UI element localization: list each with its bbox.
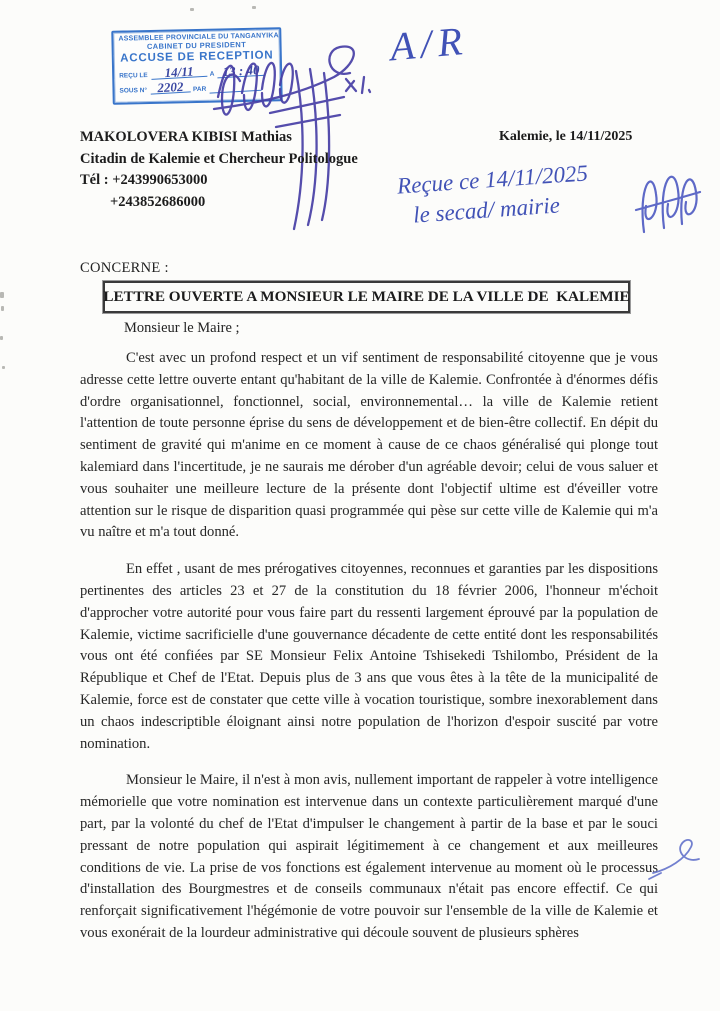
paragraph-3: Monsieur le Maire, il n'est à mon avis, nullement important de rappeler à votre intelligence mémorielle que votre nomination est intervenue dans un contexte particulièrement marqué d'une part, par la volonté du chef de l'Etat d'impulser le changement à partir de la base et par le souci pressant de notre population qui aspirait légitimement à ce changement et aux meilleures conditions de vie. La prise de vos fonctions est également intervenue au moment où le processus d'installation des Bourgmestres et de conseils communaux n'était pas encore effectif. Ce qui renforçait significativement l'hégémonie de votre pouvoir sur l'ensemble de la ville de Kalemie et vous exonérait de la lourdeur administrative qui découle souvent de plusieurs sphères: [80, 772, 658, 941]
stamp-received-label: REÇU LE: [119, 72, 148, 80]
received-note-signature-icon: [630, 158, 705, 243]
sender-block: [80, 127, 358, 213]
stamp-number-row: [119, 80, 275, 94]
stamp-received-date-handwritten: 14/11: [150, 66, 207, 80]
stamp-org-line: ASSEMBLEE PROVINCIALE DU TANGANYIKA: [118, 32, 279, 43]
stamp-number-handwritten: 2202: [150, 81, 191, 94]
scan-speck: [0, 336, 3, 340]
ar-handwritten-annotation: A/R: [388, 17, 470, 70]
stamp-by-label: PAR: [192, 85, 207, 94]
stamp-number-label: SOUS N°: [119, 87, 148, 95]
sender-phone-2: +243852686000: [110, 193, 206, 210]
concerne-label: CONCERNE :: [80, 260, 169, 276]
paragraph-1: C'est avec un profond respect et un vif sentiment de responsabilité citoyenne que je vous adresse cette lettre ouverte entant qu'habitant de la ville de Kalemie. Confrontée à d'énormes défis d'ordre organisationnel, fonctionnel, social, environnemental… la ville de Kalemie retient l'attention de toute personne éprise du sens de développement et de bien-être collectif. En dépit du sentiment de gravité qui m'anime en ce moment à cause de ce chaos généralisé qui plonge tout kalemiard dans l'incertitude, je ne saurais me dérober d'un agréable devoir; celui de vous saluer et vous souhaiter une meilleure lecture de la présente dont l'objectif ultime est d'éveiller votre attention sur le risque de disparition quasi programmée qui pèse sur cette ville de Kalemie qui m'a vu naître et m'a tout donné.: [80, 350, 658, 541]
salutation: Monsieur le Maire ;: [124, 320, 240, 336]
scan-speck: [1, 306, 4, 311]
stamp-at-label: A: [209, 70, 215, 78]
stamp-by-handwritten: [209, 90, 261, 94]
received-note-handwritten: [396, 158, 591, 231]
stamp-office-line: CABINET DU PRESIDENT: [146, 39, 247, 52]
paragraph-2: En effet , usant de mes prérogatives citoyennes, reconnues et garanties par les dispositions pertinentes des articles 23 et 27 de la constitution du 18 février 2006, l'honneur m'échoit d'approcher votre autorité pour vous faire part du ressenti largement éprouvé par la population de Kalemie, victime sacrificielle d'une gouvernance décadente de cette entité dont les responsabilités vous ont été confiées par SE Monsieur Felix Antoine Tshisekedi Tshilombo, Président de la République et Chef de l'Etat. Depuis plus de 3 ans que vous êtes à la tête de la municipalité de Kalemie, force est de constater que cette ville à vocation touristique, sombre inexorablement dans un chaos indescriptible éloignant ainsi notre population de l'horizon d'espoir suscité par votre nomination.: [80, 561, 658, 752]
sender-phone-1: Tél : +243990653000: [80, 172, 208, 188]
received-note-line1: Reçue ce 14/11/2025: [396, 160, 589, 199]
sender-name: MAKOLOVERA KIBISI Mathias: [80, 129, 292, 145]
sender-role: Citadin de Kalemie et Chercheur Politologue: [80, 150, 358, 167]
scan-speck: [0, 292, 4, 298]
letter-body: [80, 348, 658, 960]
received-note-line2: le secad/ mairie: [412, 192, 561, 228]
subject-title: LETTRE OUVERTE A MONSIEUR LE MAIRE DE LA VILLE DE KALEMIE: [103, 288, 630, 305]
scan-speck: [190, 8, 194, 11]
subject-box: [103, 281, 630, 313]
stamp-title-line: ACCUSE DE RECEPTION: [120, 49, 274, 65]
dateline: Kalemie, le 14/11/2025: [499, 129, 633, 144]
stamp-received-time-handwritten: 13 : 40: [217, 65, 266, 79]
reception-stamp: [111, 27, 283, 105]
stamp-received-row: [119, 62, 275, 81]
scan-speck: [252, 6, 256, 9]
scan-speck: [2, 366, 5, 369]
